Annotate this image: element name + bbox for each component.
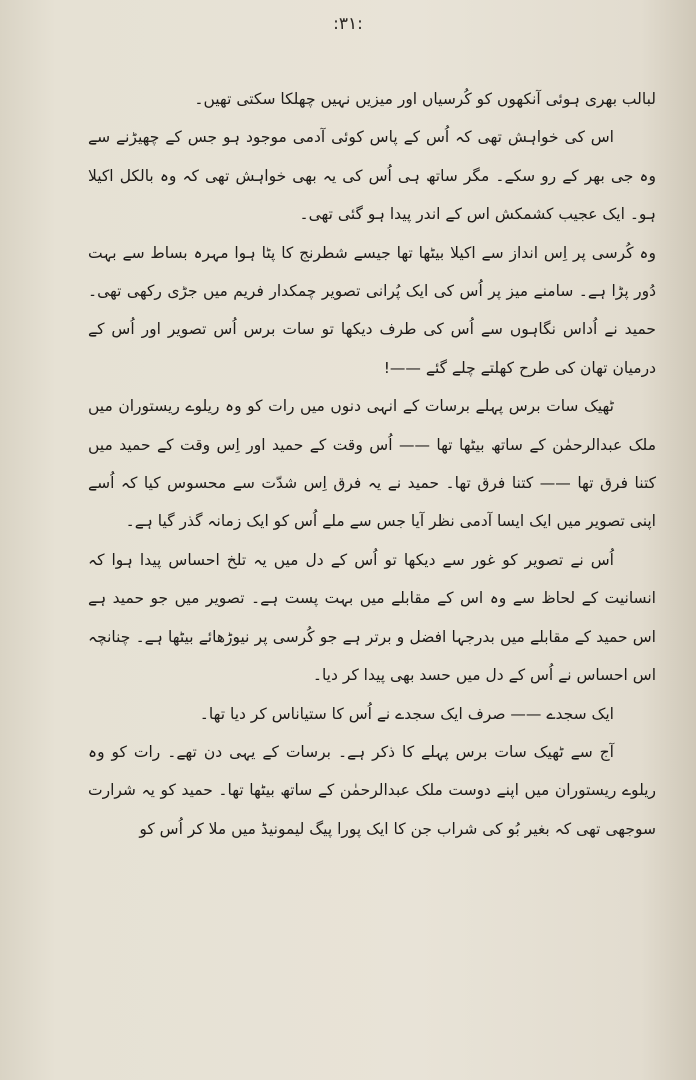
paragraph: آج سے ٹھیک سات برس پہلے کا ذکر ہے۔ برسات کے یہی دن تھے۔ رات کو وہ ریلوے ریستوران میں اپنے دوست ملک عبدالرحمٰن کے ساتھ بیٹھا تھا۔ حمید کو یہ شرارت سوجھی تھی کہ بغیر بُو کی شراب جن کا ایک پورا پیگ لیمونیڈ میں ملا کر اُس کو [88,742,656,838]
paragraph: لبالب بھری ہوئی آنکھوں کو کُرسیاں اور میزیں نہیں چھلکا سکتی تھیں۔ [194,90,656,108]
page-body [88,80,656,848]
paragraph: ٹھیک سات برس پہلے برسات کے انہی دنوں میں رات کو وہ ریلوے ریستوران میں ملک عبدالرحمٰن کے ساتھ بیٹھا تھا —— اُس وقت کے حمید اور اِس وقت کے حمید میں کتنا فرق تھا —— کتنا فرق تھا۔ حمید نے یہ فرق اِس شدّت سے محسوس کیا کہ اُسے اپنی تصویر میں ایک ایسا آدمی نظر آیا جس سے ملے اُس کو ایک زمانہ گذر گیا ہے۔ [88,397,656,531]
page-number: :۳۱: [333,14,363,34]
paragraph: وہ کُرسی پر اِس انداز سے اکیلا بیٹھا تھا جیسے شطرنج کا پٹا ہوا مہرہ بساط سے بہت دُور پڑا ہے۔ سامنے میز پر اُس کی ایک پُرانی تصویر چمکدار فریم میں جڑی رکھی تھی۔ حمید نے اُداس نگاہوں سے اُس کی طرف دیکھا تو سات برس اُس تصویر اور اُس کے درمیان تھان کی طرح کھلتے چلے گئے ——! [88,243,656,377]
paragraph: اس کی خواہش تھی کہ اُس کے پاس کوئی آدمی موجود ہو جس کے چھیڑنے سے وہ جی بھر کے رو سکے۔ مگر ساتھ ہی اُس کی یہ بھی خواہش تھی کہ وہ بالکل اکیلا ہو۔ ایک عجیب کشمکش اس کے اندر پیدا ہو گئی تھی۔ [88,128,656,224]
paragraph: اُس نے تصویر کو غور سے دیکھا تو اُس کے دل میں یہ تلخ احساس پیدا ہوا کہ انسانیت کے لحاظ سے وہ اس کے مقابلے میں بہت پست ہے۔ تصویر میں جو حمید ہے اس حمید کے مقابلے میں بدرجہا افضل و برتر ہے جو کُرسی پر نیوڑھائے بیٹھا ہے۔ چنانچہ اس احساس نے اُس کے دل میں حسد بھی پیدا کر دیا۔ [88,550,656,685]
paragraph: ایک سجدے —— صرف ایک سجدے نے اُس کا ستیاناس کر دیا تھا۔ [199,704,614,723]
